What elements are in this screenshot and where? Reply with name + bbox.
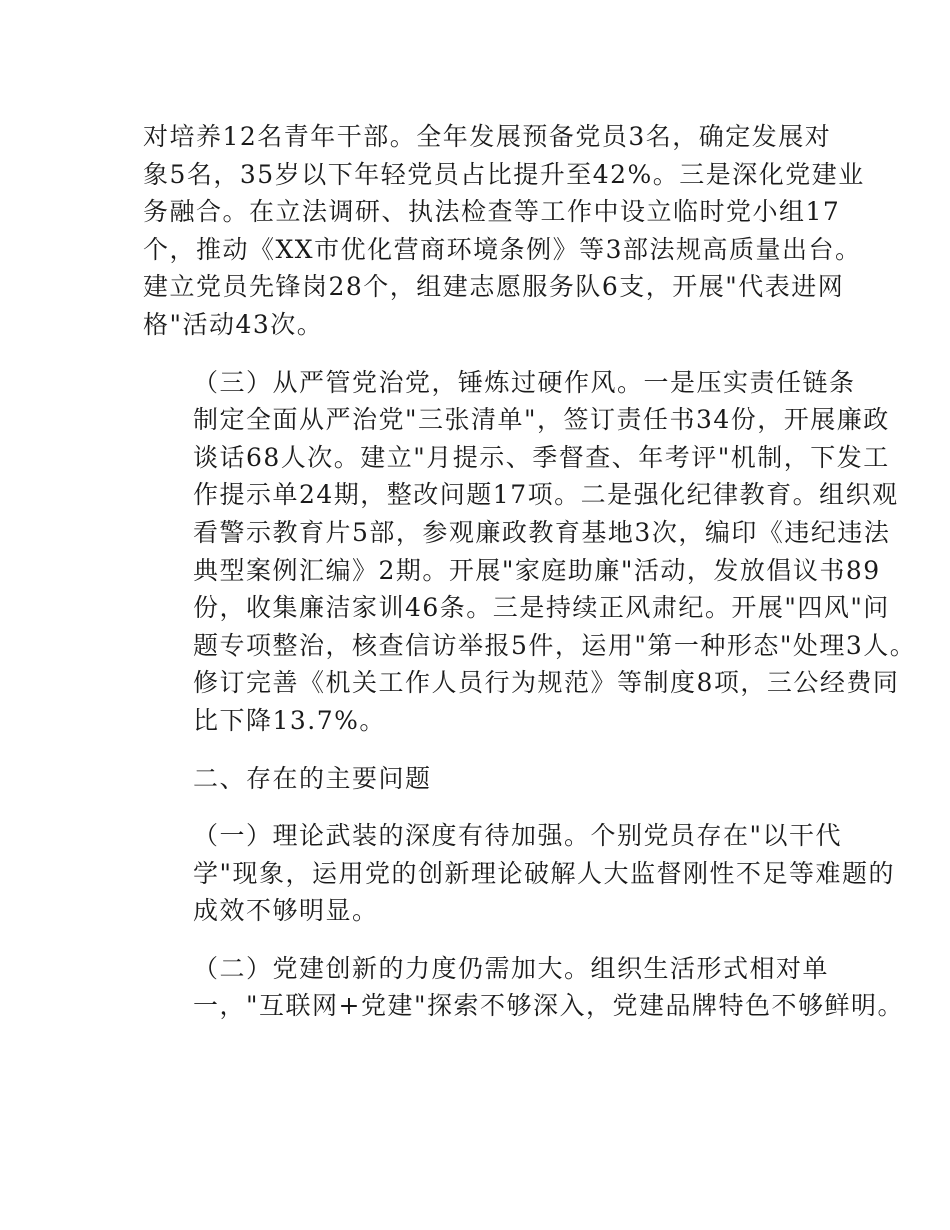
text-line: 制定全面从严治党"三张清单"，签订责任书34份，开展廉政 xyxy=(193,405,890,435)
text-line: 建立党员先锋岗28个，组建志愿服务队6支，开展"代表进网 xyxy=(143,272,845,302)
text-line: 格"活动43次。 xyxy=(143,309,324,339)
paragraph xyxy=(143,817,896,930)
text-line: （二）党建创新的力度仍需加大。组织生活形式相对单 xyxy=(193,953,830,983)
text-line: 学"现象，运用党的创新理论破解人大监督刚性不足等难题的 xyxy=(193,858,896,888)
text-line: 份，收集廉洁家训46条。三是持续正风肃纪。开展"四风"问 xyxy=(193,593,890,623)
text-line: （三）从严管党治党，锤炼过硬作风。一是压实责任链条 xyxy=(193,367,856,397)
paragraph xyxy=(143,118,865,344)
text-line: 看警示教育片5部，参观廉政教育基地3次，编印《违纪违法 xyxy=(193,517,891,547)
text-line: 修订完善《机关工作人员行为规范》等制度8项，三公经费同 xyxy=(193,668,900,698)
document-body xyxy=(143,118,917,1025)
text-line: 务融合。在立法调研、执法检查等工作中设立临时党小组17 xyxy=(143,197,841,227)
text-line: 成效不够明显。 xyxy=(193,896,379,926)
text-line: 作提示单24期，整改问题17项。二是强化纪律教育。组织观 xyxy=(193,480,899,510)
text-line: （一）理论武装的深度有待加强。个别党员存在"以干代 xyxy=(193,821,843,851)
text-line: 对培养12名青年干部。全年发展预备党员3名，确定发展对 xyxy=(143,122,832,151)
paragraph xyxy=(143,364,917,740)
paragraph xyxy=(143,760,815,798)
paragraph xyxy=(143,950,904,1025)
text-line: 谈话68人次。建立"月提示、季督查、年考评"机制，下发工 xyxy=(193,442,890,472)
text-line: 二、存在的主要问题 xyxy=(193,763,432,793)
text-line: 个，推动《XX市优化营商环境条例》等3部法规高质量出台。 xyxy=(143,234,862,264)
text-line: 比下降13.7%。 xyxy=(193,705,386,735)
text-line: 典型案例汇编》2期。开展"家庭助廉"活动，发放倡议书89 xyxy=(193,555,881,585)
text-line: 象5名，35岁以下年轻党员占比提升至42%。三是深化党建业 xyxy=(143,159,865,189)
text-line: 题专项整治，核查信访举报5件，运用"第一种形态"处理3人。 xyxy=(193,630,917,660)
text-line: 一，"互联网+党建"探索不够深入，党建品牌特色不够鲜明。 xyxy=(193,991,904,1021)
